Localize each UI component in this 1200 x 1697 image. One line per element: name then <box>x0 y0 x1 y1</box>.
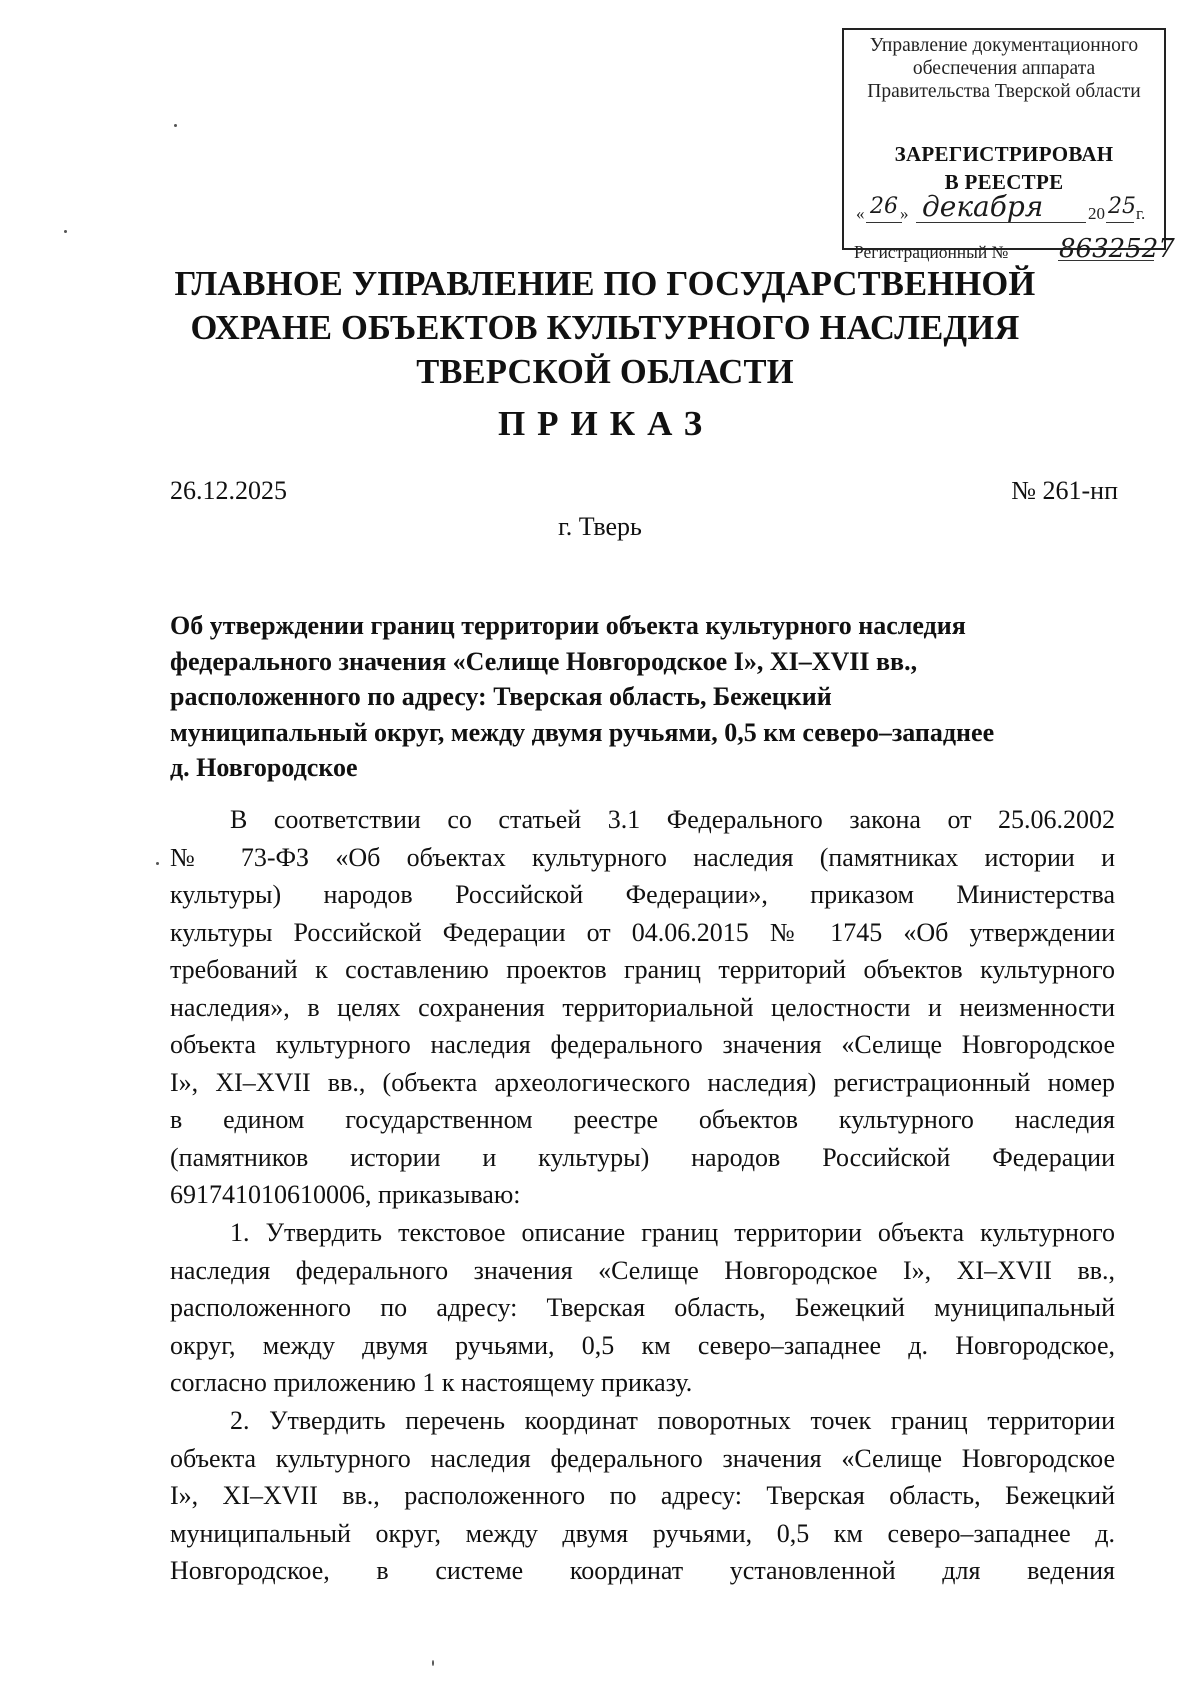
preamble-line: I», XI–XVII вв., (объекта археологического наследия) регистрационный номер <box>170 1067 1115 1097</box>
stamp-reg-label: Регистрационный № <box>854 242 1009 262</box>
preamble-line: культуры Российской Федерации от 04.06.2015 № 1745 «Об утверждении <box>170 917 1115 947</box>
stamp-date: « 26 » декабря 20 25 г. <box>856 190 1146 223</box>
organization-heading-line: ТВЕРСКОЙ ОБЛАСТИ <box>416 353 794 391</box>
subject-line: федерального значения «Селище Новгородское I», XI–XVII вв., <box>170 646 918 676</box>
registration-stamp <box>842 28 1175 264</box>
stamp-organization <box>844 34 1164 103</box>
scan-speck <box>432 1660 434 1666</box>
scan-speck <box>64 230 67 233</box>
stamp-reg-number: 8632527 <box>1059 234 1175 264</box>
stamp-year-unit: г. <box>1136 204 1146 223</box>
stamp-title <box>844 140 1164 196</box>
preamble-line: (памятников истории и культуры) народов Российской Федерации <box>170 1142 1115 1172</box>
subject-line: расположенного по адресу: Тверская область, Бежецкий <box>170 682 832 711</box>
item2-line: муниципальный округ, между двумя ручьями, 0,5 км северо–западнее д. <box>170 1518 1115 1548</box>
preamble-line: № 73-ФЗ «Об объектах культурного наследия (памятниках истории и <box>170 842 1115 872</box>
stamp-org-line: Управление документационного <box>869 35 1139 56</box>
stamp-title-line: В РЕЕСТРЕ <box>944 170 1064 194</box>
document-subject <box>170 608 1120 786</box>
subject-line: муниципальный округ, между двумя ручьями, 0,5 км северо–западнее <box>170 717 995 747</box>
item1-line: округ, между двумя ручьями, 0,5 км северо–западнее д. Новгородское, <box>170 1330 1115 1360</box>
subject-line: Об утверждении границ территории объекта культурного наследия <box>170 611 966 640</box>
order-item-1 <box>170 1214 1115 1402</box>
preamble-line: наследия», в целях сохранения территориальной целостности и неизменности <box>170 992 1115 1022</box>
stamp-registration <box>854 234 1175 264</box>
item1-line: наследия федерального значения «Селище Новгородское I», XI–XVII вв., <box>170 1255 1115 1285</box>
document-date: 26.12.2025 <box>170 476 287 505</box>
preamble-line: культуры) народов Российской Федерации», приказом Министерства <box>170 880 1115 909</box>
item1-line: 1. Утвердить текстовое описание границ территории объекта культурного <box>230 1218 1115 1247</box>
preamble-line: требований к составлению проектов границ территорий объектов культурного <box>170 955 1115 984</box>
item2-line: I», XI–XVII вв., расположенного по адресу: Тверская область, Бежецкий <box>170 1481 1115 1510</box>
preamble-line: объекта культурного наследия федерального значения «Селище Новгородское <box>170 1030 1115 1059</box>
document-type: ПРИКАЗ <box>497 404 715 443</box>
item1-line: согласно приложению 1 к настоящему приказу. <box>170 1368 693 1397</box>
preamble-line: в едином государственном реестре объектов культурного наследия <box>170 1105 1115 1134</box>
preamble-line: 691741010610006, приказываю: <box>170 1180 521 1209</box>
preamble-line: В соответствии со статьей 3.1 Федерального закона от 25.06.2002 <box>230 805 1115 834</box>
item2-line: Новгородское, в системе координат установленной для ведения <box>170 1556 1115 1585</box>
stamp-year-suffix: 25 <box>1108 194 1136 219</box>
scan-speck <box>156 862 159 865</box>
order-item-2 <box>170 1402 1115 1590</box>
scan-speck <box>174 124 177 127</box>
document-number: № 261-нп <box>1011 476 1118 505</box>
stamp-org-line: Правительства Тверской области <box>867 81 1141 102</box>
stamp-date-day: 26 <box>870 194 898 219</box>
item2-line: объекта культурного наследия федерального значения «Селище Новгородское <box>170 1443 1115 1473</box>
organization-heading-line: ГЛАВНОЕ УПРАВЛЕНИЕ ПО ГОСУДАРСТВЕННОЙ <box>174 265 1036 303</box>
stamp-title-line: ЗАРЕГИСТРИРОВАН <box>894 142 1114 166</box>
organization-heading-line: ОХРАНЕ ОБЪЕКТОВ КУЛЬТУРНОГО НАСЛЕДИЯ <box>190 309 1020 347</box>
organization-heading <box>130 262 1080 394</box>
stamp-org-line: обеспечения аппарата <box>912 58 1096 79</box>
preamble-paragraph <box>170 801 1115 1214</box>
stamp-date-month: декабря <box>922 190 1044 223</box>
item2-line: 2. Утвердить перечень координат поворотных точек границ территории <box>230 1406 1115 1435</box>
subject-line: д. Новгородское <box>170 753 358 782</box>
item1-line: расположенного по адресу: Тверская область, Бежецкий муниципальный <box>170 1293 1115 1322</box>
document-city: г. Тверь <box>558 512 642 541</box>
stamp-year-prefix: 20 <box>1088 204 1105 223</box>
